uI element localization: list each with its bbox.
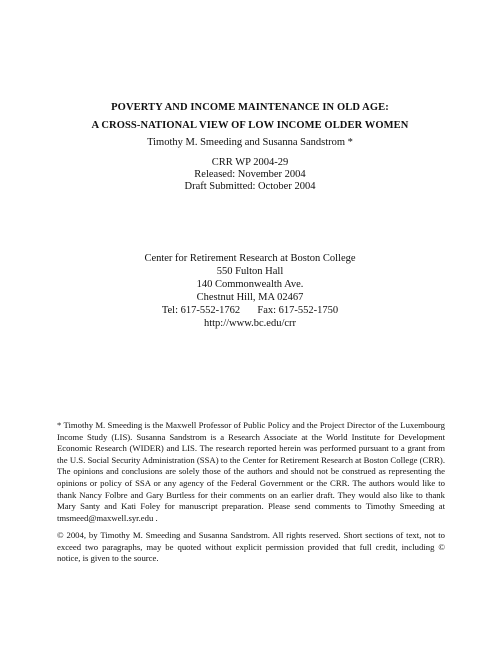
website-link[interactable]: http://www.bc.edu/crr [203,318,297,329]
paper-number: CRR WP 2004-29 [211,157,289,168]
tel-number: Tel: 617-552-1762 [161,305,241,316]
contact-line [0,304,500,317]
title-line-2: A CROSS-NATIONAL VIEW OF LOW INCOME OLDER WOMEN [91,120,409,131]
authors: Timothy M. Smeeding and Susanna Sandstrom * [147,137,353,148]
fax-number: Fax: 617-552-1750 [257,305,339,316]
address-building: 550 Fulton Hall [216,266,284,277]
copyright-notice: © 2004, by Timothy M. Smeeding and Susanna Sandstrom. All rights reserved. Short sections of text, not to exceed two paragraphs, may be quoted without explicit permission provided that full credit, including © notice, is given to the source. [57,530,445,564]
address-street: 140 Commonwealth Ave. [196,279,304,290]
org-name: Center for Retirement Research at Boston College [144,253,356,264]
address-city: Chestnut Hill, MA 02467 [196,292,304,303]
draft-date: Draft Submitted: October 2004 [184,181,316,192]
title-line-1: POVERTY AND INCOME MAINTENANCE IN OLD AGE: [111,102,389,113]
author-footnote: * Timothy M. Smeeding is the Maxwell Professor of Public Policy and the Project Director of the Luxembourg Income Study (LIS). Susanna Sandstrom is a Research Associate at the World Institute for Development Economic Research (WIDER) and LIS. The research reported herein was performed pursuant to a grant from the U.S. Social Security Administration (SSA) to the Center for Retirement Research at Boston College (CRR). The opinions and conclusions are solely those of the authors and should not be construed as representing the opinions or policy of SSA or any agency of the Federal Government or the CRR. The authors would like to thank Nancy Folbre and Gary Burtless for their comments on an earlier draft. They would also like to thank Mary Santy and Kati Foley for manuscript preparation. Please send comments to Timothy Smeeding at tmsmeed@maxwell.syr.edu . [57,420,445,523]
release-date: Released: November 2004 [194,169,306,180]
